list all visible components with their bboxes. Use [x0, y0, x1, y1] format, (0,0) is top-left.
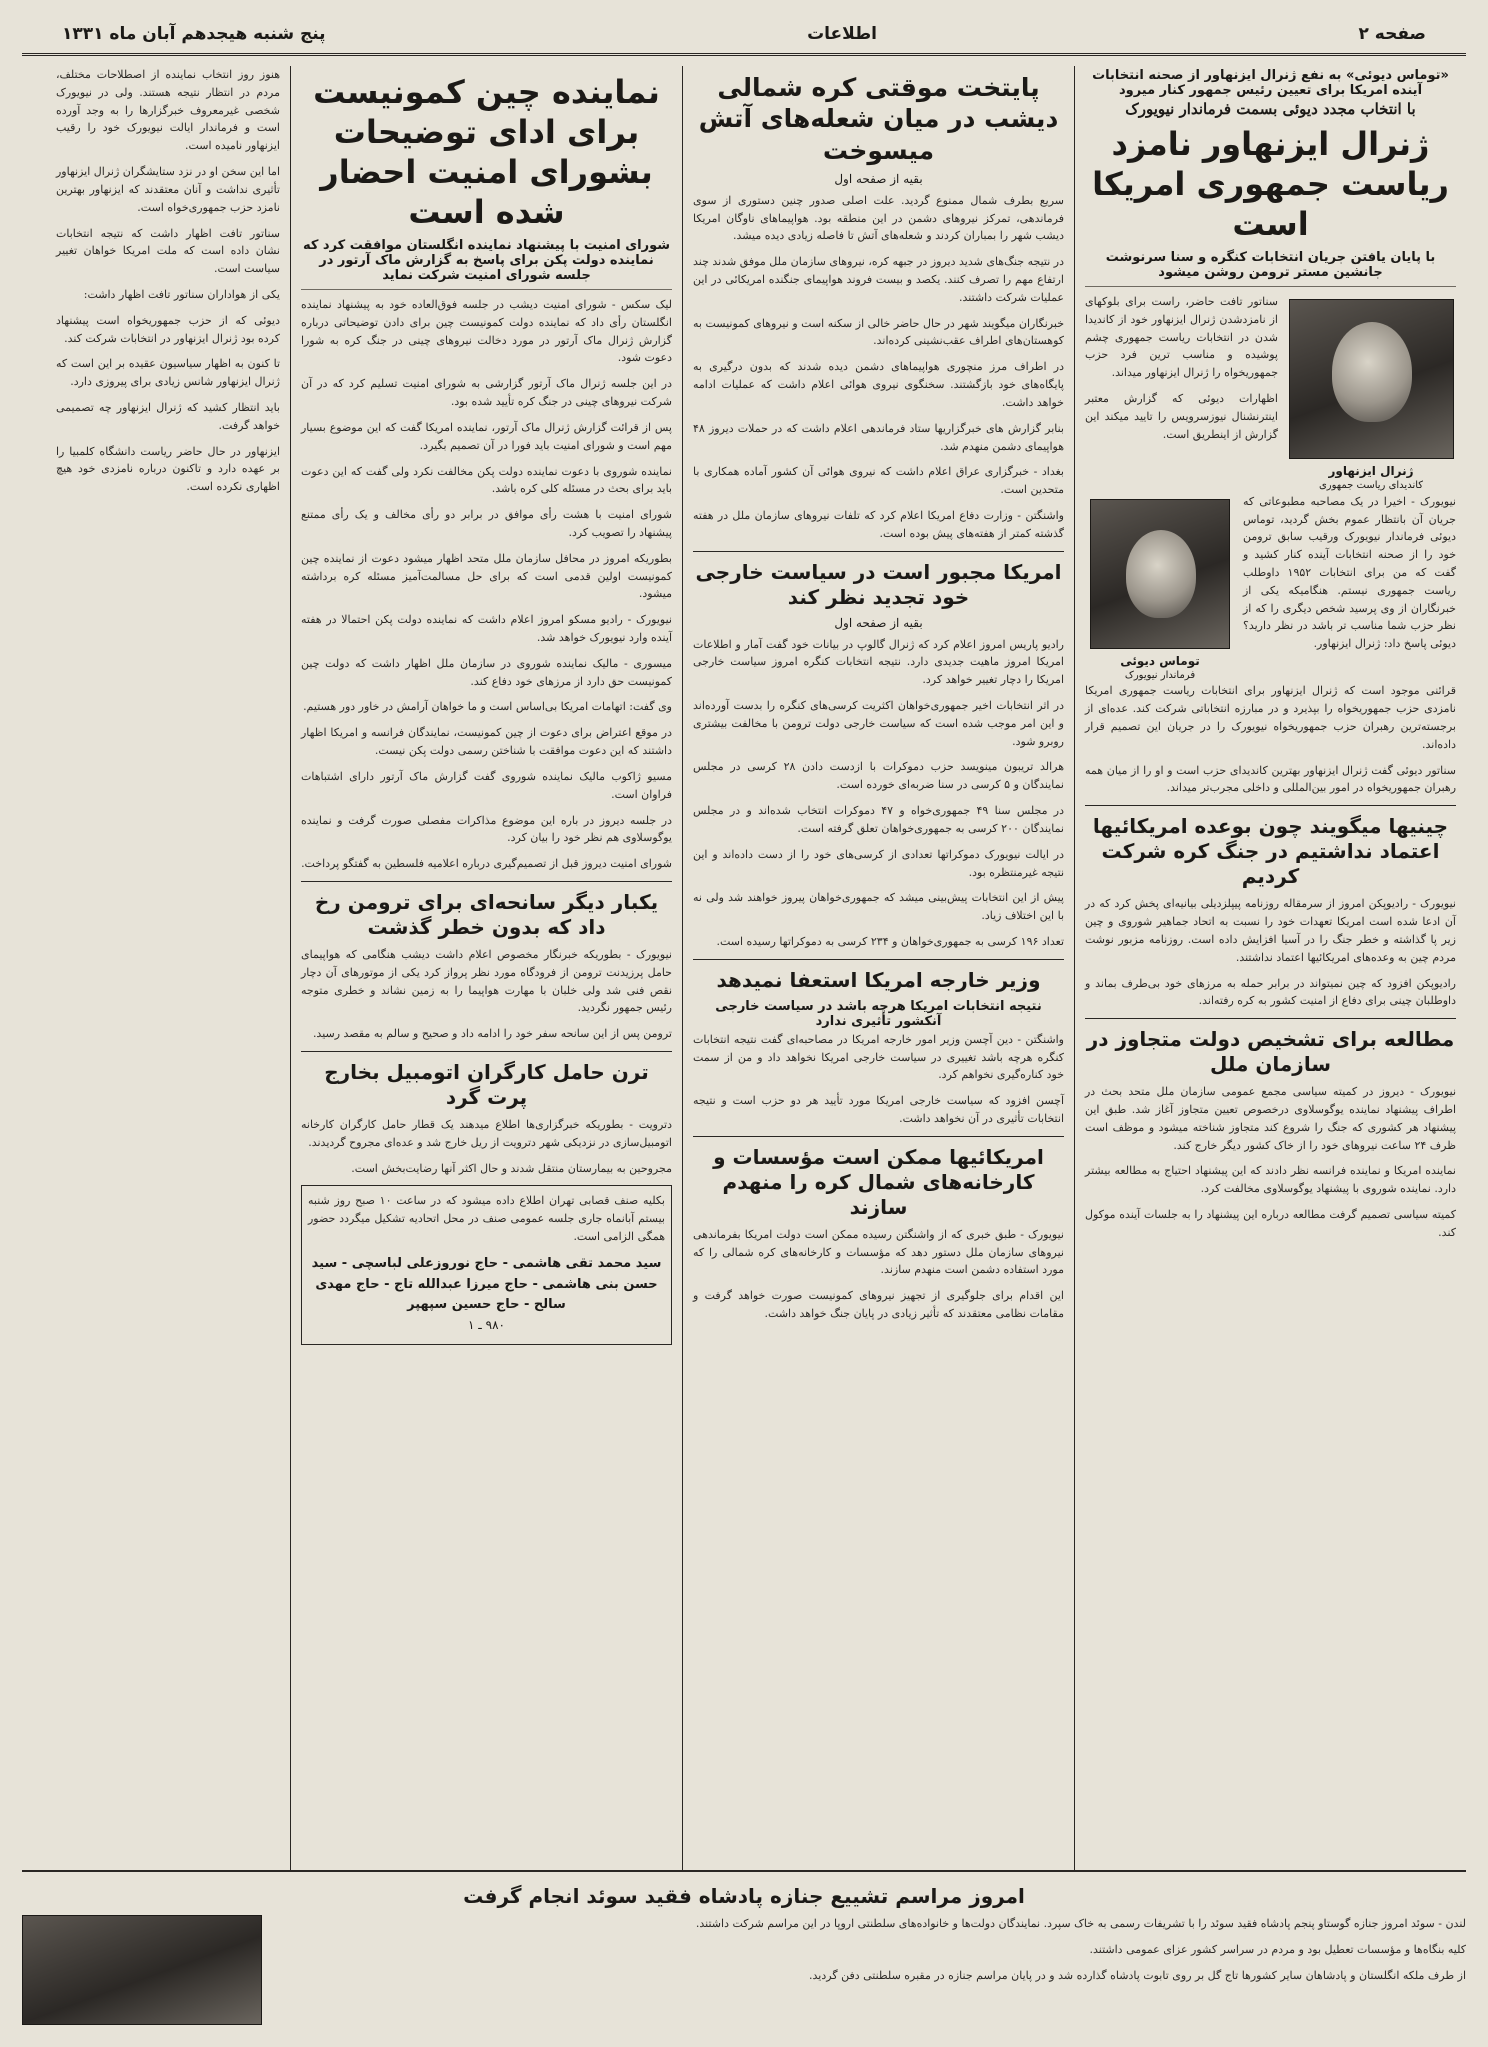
story-paragraph: خبرنگاران میگویند شهر در حال حاضر خالی از سکنه است و نیروهای کمونیست به کوهستان‌های اطراف عقب‌نشینی کرده‌اند. — [693, 316, 1064, 348]
article-kicker: با انتخاب مجدد دیوئی بسمت فرماندار نیویورک — [1125, 100, 1416, 118]
story-paragraph: مسیو ژاکوب مالیک نماینده شوروی گفت گزارش ماک آرتور دارای اشتباهات فراوان است. — [301, 769, 672, 801]
story-paragraph: نماینده شوروی با دعوت نماینده دولت پکن مخالفت نکرد ولی گفت که این دعوت باید برای بحث در مسئله کلی کره باشد. — [301, 464, 672, 496]
article-headline-train: ترن حامل کارگران اتومبیل بخارج پرت گرد — [324, 1060, 649, 1109]
story-paragraph: تعداد ۱۹۶ کرسی به جمهوری‌خواهان و ۲۳۴ کرسی به دموکراتها رسیده است. — [716, 934, 1064, 948]
story-paragraph: سناتور دیوئی گفت ژنرال ایزنهاور بهترین کاندیدای حزب است و او را از میان همه رهبران جمهوریخواه در امور بین‌المللی و داخلی مجرب‌تر میداند. — [1085, 763, 1456, 795]
story-block — [1085, 293, 1278, 493]
article-headline-acheson: وزیر خارجه امریکا استعفا نمیدهد — [716, 967, 1041, 992]
story-paragraph: در جلسه دیروز در باره این موضوع مذاکرات مفصلی صورت گرفت و نماینده یوگوسلاوی هم نظر خود را بیان کرد. — [301, 813, 672, 845]
article-headline-factories: امریکائیها ممکن است مؤسسات و کارخانه‌های شمال کره را منهدم سازند — [713, 1144, 1044, 1219]
bottom-article-body — [22, 1915, 1466, 2025]
story-paragraph: نیویورک - رادیوپکن امروز از سرمقاله روزنامه پیپلزدیلی بیانیه‌ای پخش کرد که در آن ادعا شده است امریکا تعهدات خود را نسبت به اتحاد جماهیر شوروی و چین زیر پا گذاشته و خطر جنگ را در آسیا افزایش داده است. روزنامه مزبور نوشت مردم چین به وعده‌های امریکائیها اعتماد نداشتند. — [1085, 897, 1456, 964]
story-paragraph: نیویورک - رادیو مسکو امروز اعلام داشت که نماینده دولت پکن احتمالا در هفته آینده وارد نیویورک خواهد شد. — [301, 613, 672, 644]
story-paragraph: در ایالت نیویورک دموکراتها تعدادی از کرسی‌های خود را از دست داده‌اند و این نتیجه غیرمنتظره بود. — [693, 847, 1064, 879]
story-paragraph: سناتور تافت حاضر، راست برای بلوکهای از نامزدشدن ژنرال ایزنهاور خود از کاندیدا شدن در انتخابات ریاست جمهوری چشم پوشیده و مناسب ترین فرد حزب جمهوریخواه را ژنرال ایزنهاور میداند. — [1085, 295, 1278, 380]
story-paragraph: این اقدام برای جلوگیری از تجهیز نیروهای کمونیست صورت خواهد گرفت و مقامات نظامی معتقدند که تأثیر زیادی در پایان جنگ خواهد داشت. — [693, 1289, 1064, 1321]
top-blurb: «توماس دیوئی» به نفع ژنرال ایزنهاور از صحنه انتخابات آینده امریکا برای تعیین رئیس جمهور کنار میرود — [1092, 68, 1449, 98]
story-paragraph: بطوریکه امروز در محافل سازمان ملل متحد اظهار میشود دعوت از نماینده چین کمونیست اولین قدمی است که برای حل مسالمت‌آمیز مسئله کره برداشته میشود. — [301, 551, 672, 601]
story-paragraph: هرالد تریبون مینویسد حزب دموکرات با ازدست دادن ۲۸ کرسی در مجلس نمایندگان و ۵ کرسی در سنا ضربه‌ای خورده است. — [693, 760, 1064, 792]
story-paragraph: وی گفت: اتهامات امریکا بی‌اساس است و ما خواهان آرامش در خاور دور هستیم. — [303, 700, 672, 714]
story-paragraph: بنابر گزارش های خبرگزاریها ستاد فرماندهی اعلام داشت که در حملات دیروز ۴۸ هواپیمای دشمن منهدم شد. — [693, 421, 1064, 453]
story-paragraph: نماینده امریکا و نماینده فرانسه نظر دادند که این پیشنهاد احتیاج به مطالعه بیشتر دارد. نماینده شوروی با پیشنهاد یوگوسلاوی مخالفت کرد. — [1085, 1164, 1456, 1196]
story-paragraph: پس از قرائت گزارش ژنرال ماک آرتور، نماینده امریکا گفت که این موضوع بسیار مهم است و شورای امنیت باید فورا در آن تصمیم بگیرد. — [301, 420, 672, 452]
notice-text: بکلیه صنف قصابی تهران اطلاع داده میشود که در ساعت ۱۰ صبح روز شنبه بیستم آبانماه جاری جلسه عمومی صنف در محل اتحادیه تشکیل میگردد حضور همگی الزامی است. — [308, 1194, 665, 1244]
portrait-dewey — [1090, 499, 1230, 649]
story-paragraph: واشنگتن - دین آچسن وزیر امور خارجه امریکا در مصاحبه‌ای گفت نتیجه انتخابات کنگره هرچه باشد تغییری در سیاست خارجی امریکا نخواهد داد و من از سمت خود کناره‌گیری نخواهم کرد. — [693, 1032, 1064, 1082]
continued-note: بقیه از صفحه اول — [834, 171, 923, 186]
article-headline-korea: پایتخت موقتی کره شمالی دیشب در میان شعله‌های آتش میسوخت — [698, 73, 1059, 165]
story-paragraph: نیویورک - بطوریکه خبرنگار مخصوص اعلام داشت دیشب هنگامی که هواپیمای حامل پرزیدنت ترومن از فرودگاه مورد نظر پرواز کرد یکی از موتورهای آن دچار نقص فنی شد ولی خلبان با مهارت هواپیما را به زمین نشاند و خطری متوجه رئیس جمهور نگردید. — [301, 947, 672, 1015]
notice-ref: ۹۸۰ ـ ۱ — [468, 1318, 505, 1333]
article-headline-un: مطالعه برای تشخیص دولت متجاوز در سازمان ملل — [1086, 1027, 1455, 1077]
story-paragraph: واشنگتن - وزارت دفاع امریکا اعلام کرد که تلفات نیروهای سازمان ملل در هفته گذشته کمتر از هفته‌های پیش بوده است. — [693, 508, 1064, 540]
story-paragraph: اظهارات دیوئی که گزارش معتبر اینترنشنال نیوزسرویس را تایید میکند این گزارش از اینطریق است. — [1085, 392, 1278, 441]
notice-signatories: سید محمد تقی هاشمی - حاج نوروزعلی لباسچی - سید حسن بنی هاشمی - حاج میرزا عبدالله تاج - حاج مهدی سالح - حاج حسین سپهپر — [311, 1255, 662, 1313]
story-paragraph: باید انتظار کشید که ژنرال ایزنهاور چه تصمیمی خواهد گرفت. — [56, 401, 280, 432]
portrait-eisenhower — [1289, 299, 1454, 459]
story-paragraph: مجروحین به بیمارستان منتقل شدند و حال اکثر آنها رضایت‌بخش است. — [351, 1161, 672, 1175]
story-paragraph: نیویورک - اخیرا در یک مصاحبه مطبوعاتی که جریان آن بانتظار عموم بخش گردید، توماس دیوئی فرماندار نیویورک ورقیب سابق ترومن خود را از صحنه انتخابات آینده کنار کشید و گفت که من برای انتخابات ۱۹۵۲ داوطلب ریاست جمهوری نیستم. هنگامیکه یکی از خبرنگاران از وی پرسید شخص دیگری را که از نظر حزب شما مناسب تر باشد در نظر دارید؟ دیوئی پاسخ داد: ژنرال ایزنهاور. — [1243, 494, 1456, 651]
paper-name: اطلاعات — [807, 23, 877, 44]
bottom-article — [22, 1870, 1466, 2025]
story-paragraph: لیک سکس - شورای امنیت دیشب در جلسه فوق‌العاده خود به پیشنهاد نماینده انگلستان رأی داد که نماینده دولت کمونیست چین برای دادن توضیحاتی درباره گزارش ژنرال ماک آرتور در مورد دخالت نیروهای چینی در جنگ کره به شورا دعوت شود. — [301, 298, 672, 365]
story-paragraph: آچسن افزود که سیاست خارجی امریکا مورد تأیید هر دو حزب است و نتیجه انتخابات تأثیری در آن نخواهد داشت. — [693, 1094, 1064, 1125]
article-headline-truman: یکبار دیگر سانحه‌ای برای ترومن رخ داد که بدون خطر گذشت — [314, 889, 659, 939]
funeral-photo — [22, 1915, 262, 2025]
story-paragraph: یکی از هواداران سناتور تافت اظهار داشت: — [83, 287, 280, 301]
photo-row — [1085, 293, 1456, 493]
continued-note: بقیه از صفحه اول — [834, 615, 923, 630]
photo-block-eisenhower — [1286, 293, 1456, 493]
article-headline-eisenhower: ژنرال ایزنهاور نامزد ریاست جمهوری امریکا است — [1092, 125, 1449, 243]
story-paragraph: لندن - سوئد امروز جنازه گوستاو پنجم پادشاه فقید سوئد را با تشریفات رسمی به خاک سپرد. نمایندگان دولت‌ها و خانواده‌های سلطنتی اروپا در این مراسم شرکت داشتند. — [695, 1917, 1466, 1930]
story-paragraph: در اطراف مرز منچوری هواپیماهای دشمن دیده شدند که بدون درگیری به پایگاه‌های خود بازگشتند. سخنگوی نیروی هوائی اعلام داشت که عملیات ادامه خواهد داشت. — [693, 360, 1064, 409]
story-paragraph: ترومن پس از این سانحه سفر خود را ادامه داد و صحیح و سالم به مقصد رسید. — [312, 1027, 672, 1041]
story-block — [1243, 493, 1456, 683]
photo-caption-eisenhower: ژنرال ایزنهاور کاندیدای ریاست جمهوری — [1318, 464, 1424, 492]
story-paragraph: نیویورک - طبق خبری که از واشنگتن رسیده ممکن است دولت امریکا بفرماندهی نیروهای سازمان ملل دستور دهد که مؤسسات و کارخانه‌های کره شمالی را که مورد استفاده دشمن است منهدم سازند. — [693, 1227, 1064, 1277]
story-paragraph: سناتور تافت اظهار داشت که نتیجه انتخابات نشان داده است که ملت امریکا خواهان تغییر سیاست است. — [56, 226, 280, 276]
story-paragraph: نیویورک - دیروز در کمیته سیاسی مجمع عمومی سازمان ملل متحد بحث در اطراف پیشنهاد نماینده یوگوسلاوی درخصوص تعیین متجاوز آغاز شد. طبق این پیشنهاد هر کشوری که جنگ را شروع کند متجاوز شناخته میشود و موظف است ظرف ۲۴ ساعت نیروهای خود را از خاک کشور دیگر خارج کند. — [1085, 1085, 1456, 1152]
story-paragraph: در نتیجه جنگ‌های شدید دیروز در جبهه کره، نیروهای سازمان ملل موفق شدند چند ارتفاع مهم را تصرف کنند. یکصد و بیست فروند هواپیمای جنگنده امریکائی در این عملیات شرکت داشتند. — [693, 255, 1064, 304]
article-headline-chinese: چینیها میگویند چون بوعده امریکائیها اعتماد نداشتیم در جنگ کره شرکت کردیم — [1092, 814, 1449, 889]
column-3 — [290, 66, 682, 2016]
masthead — [22, 14, 1466, 56]
story-paragraph: از طرف ملکه انگلستان و پادشاهان سایر کشورها تاج گل بر روی تابوت پادشاه گذارده شد و در پایان مراسم جنازه در مقبره سلطنتی دفن گردید. — [809, 1968, 1466, 1982]
column-1 — [1074, 66, 1466, 2016]
story-paragraph: ایزنهاور در حال حاضر ریاست دانشگاه کلمبیا را بر عهده دارد و تاکنون درباره نامزدی خود هیچ اظهاری نکرده است. — [56, 444, 280, 494]
story-paragraph: رادیوپکن افزود که چین نمیتواند در برابر حمله به مرزهای خود بی‌طرف بماند و داوطلبان چینی برای دفاع از امنیت کشور به کره رفته‌اند. — [1085, 976, 1456, 1008]
photo-caption-dewey: توماس دیوئی فرماندار نیویورک — [1120, 653, 1200, 681]
story-paragraph: هنوز روز انتخاب نماینده از اصطلاحات مختلف، مردم در انتظار نتیجه هستند. ولی در نیویورک شخصی غیرمعروف خبرگزارها را به وجد آورده است و فرماندار ایالت نیویورک خود را رقیب ایزنهاور نامیده است. — [56, 68, 280, 153]
article-headline-sweden: امروز مراسم تشییع جنازه پادشاه فقید سوئد انجام گرفت — [463, 1884, 1025, 1908]
story-paragraph: کلیه بنگاه‌ها و مؤسسات تعطیل بود و مردم در سراسر کشور عزای عمومی داشتند. — [1089, 1942, 1466, 1956]
column-2 — [682, 66, 1074, 2016]
story-paragraph: دیوئی که از حزب جمهوریخواه است پیشنهاد کرده بود ژنرال ایزنهاور در انتخابات شرکت کند. — [56, 313, 280, 345]
story-paragraph: شورای امنیت دیروز قبل از تصمیم‌گیری درباره اعلامیه فلسطین به گفتگو پرداخت. — [301, 857, 672, 871]
story-paragraph: اما این سخن او در نزد ستایشگران ژنرال ایزنهاور تأثیری نداشت و آنان معتقدند که ایزنهاور بهترین نامزد حزب جمهوری‌خواه است. — [56, 165, 280, 214]
article-headline-us-policy: امریکا مجبور است در سیاست خارجی خود تجدید نظر کند — [695, 559, 1062, 609]
columns — [22, 66, 1466, 2016]
page-number: صفحه ۲ — [1358, 23, 1426, 44]
story-paragraph: در اثر انتخابات اخیر جمهوری‌خواهان اکثریت کرسی‌های کنگره را بدست آورده‌اند و این امر موجب شده است که سیاست خارجی دولت ترومن با مخالفت بیشتری روبرو شود. — [693, 699, 1064, 748]
photo-block-dewey — [1085, 493, 1235, 683]
story-paragraph: بغداد - خبرگزاری عراق اعلام داشت که نیروی هوائی آن کشور آماده همکاری با متحدین است. — [693, 465, 1064, 497]
photo-row-2 — [1085, 493, 1456, 683]
story-paragraph: تا کنون به اظهار سیاسیون عقیده بر این است که ژنرال ایزنهاور شانس زیادی برای پیروزی دارد. — [56, 357, 280, 389]
story-paragraph: سریع بطرف شمال ممنوع گردید. علت اصلی صدور چنین دستوری از سوی فرماندهی، تمرکز نیروهای دشمن در این منطقه بود. هواپیماهای ناوگان امریکا دیشب شهر را بمباران کردند و شعله‌های آتش تا فاصله زیادی دیده میشد. — [693, 193, 1064, 243]
story-paragraph: شورای امنیت با هشت رأی موافق در برابر دو رأی مخالف و یک رأی ممتنع پیشنهاد را تصویب کرد. — [301, 508, 672, 539]
story-paragraph: دترویت - بطوریکه خبرگزاری‌ها اطلاع میدهند یک قطار حامل کارگران کارخانه اتومبیل‌سازی در نزدیکی شهر دترویت از ریل خارج شد و عده‌ای مجروح گردیدند. — [301, 1118, 672, 1149]
story-paragraph: کمیته سیاسی تصمیم گرفت مطالعه درباره این پیشنهاد را به جلسات آینده موکول کند. — [1085, 1208, 1456, 1239]
story-paragraph: پیش از این انتخابات پیش‌بینی میشد که جمهوری‌خواهان پیروز خواهند شد ولی نه با این اختلاف زیاد. — [693, 891, 1064, 923]
article-subheadline: با پایان یافتن جریان انتخابات کنگره و سنا سرنوشت جانشین مستر ترومن روشن میشود — [1105, 250, 1436, 280]
article-headline-china-un: نماینده چین کمونیست برای ادای توضیحات بشورای امنیت احضار شده است — [313, 73, 660, 231]
story-block — [274, 1915, 1466, 2025]
notice-box — [301, 1185, 672, 1345]
article-subheadline: شورای امنیت با پیشنهاد نماینده انگلستان موافقت کرد که نماینده دولت پکن برای پاسخ به گزارش ماک آرتور در جلسه شورای امنیت شرکت نماید — [302, 238, 671, 283]
story-paragraph: در مجلس سنا ۴۹ جمهوری‌خواه و ۴۷ دموکرات انتخاب شده‌اند و در مجلس نمایندگان ۲۰۰ کرسی به جمهوری‌خواهان تعلق گرفته است. — [693, 804, 1065, 835]
story-paragraph: رادیو پاریس امروز اعلام کرد که ژنرال گالوپ در بیانات خود گفت آمار و اطلاعات امریکا امروز ماهیت جدیدی دارد. نتیجه انتخابات کنگره امروز سیاست خارجی امریکا را دچار تغییر خواهد کرد. — [693, 637, 1064, 687]
column-4 — [46, 66, 290, 2016]
article-subheadline: نتیجه انتخابات امریکا هرچه باشد در سیاست خارجی آنکشور تأثیری ندارد — [715, 998, 1042, 1029]
story-paragraph: در موقع اعتراض برای دعوت از چین کمونیست، نمایندگان فرانسه و امریکا اظهار داشتند که این دعوت موافقت با شناختن رسمی دولت پکن نیست. — [301, 726, 672, 758]
story-paragraph: قرائنی موجود است که ژنرال ایزنهاور برای انتخابات ریاست جمهوری امریکا نامزدی حزب جمهوریخواه را بپذیرد و در مبارزه انتخاباتی شرکت کند. عده‌ای از برجسته‌ترین رهبران حزب جمهوریخواه نیویورک را در جریان این تصمیم قرار داده‌اند. — [1085, 684, 1456, 751]
issue-date: پنج شنبه هیجدهم آبان ماه ۱۳۳۱ — [62, 23, 326, 44]
story-paragraph: میسوری - مالیک نماینده شوروی در سازمان ملل اظهار داشت که دولت چین کمونیست حق دارد از مرزهای خود دفاع کند. — [301, 656, 672, 688]
story-paragraph: در این جلسه ژنرال ماک آرتور گزارشی به شورای امنیت تسلیم کرد که در آن شرکت نیروهای چینی در جنگ کره تأیید شده بود. — [301, 377, 672, 409]
